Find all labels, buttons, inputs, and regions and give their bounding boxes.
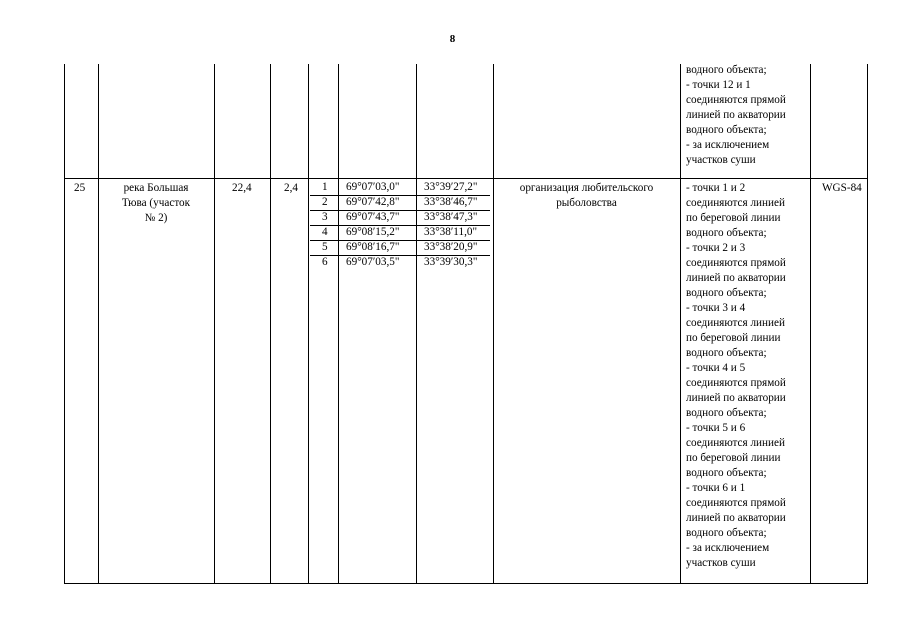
row-divider-top (64, 178, 867, 179)
latitude: 69°08′15,2" (346, 226, 400, 238)
note-line: по береговой линии (686, 452, 781, 464)
name-line: река Большая (123, 182, 189, 194)
name-line: № 2) (144, 212, 168, 224)
latitude: 69°08′16,7" (346, 241, 400, 253)
purpose (495, 181, 678, 211)
note-line: - точки 4 и 5 (686, 362, 746, 374)
note-line: соединяются прямой (686, 257, 786, 269)
note-line: соединяются линией (686, 317, 785, 329)
point-number: 5 (322, 241, 328, 253)
col-border-8 (680, 64, 681, 584)
note-line: водного объекта; (686, 64, 767, 76)
name-line: Тюва (участок (121, 197, 191, 209)
note-line: водного объекта; (686, 467, 767, 479)
point-number: 4 (322, 226, 328, 238)
note-line: - за исключением (686, 542, 770, 554)
note-line: по береговой линии (686, 332, 781, 344)
col-border-4 (308, 64, 309, 584)
note-line: соединяются линией (686, 437, 785, 449)
longitude: 33°39′27,2" (424, 181, 478, 193)
continuation-notes (686, 63, 786, 168)
value-1: 22,4 (232, 182, 252, 194)
note-line: соединяются линией (686, 197, 785, 209)
note-line: участков суши (686, 154, 756, 166)
note-line: соединяются прямой (686, 377, 786, 389)
note-line: соединяются прямой (686, 94, 786, 106)
note-line: линией по акватории (686, 512, 786, 524)
col-border-9 (810, 64, 811, 584)
note-line: водного объекта; (686, 527, 767, 539)
table-bottom-border (64, 583, 867, 584)
purpose-line: организация любительского (519, 182, 654, 194)
water-body-name (100, 181, 212, 226)
note-line: - точки 5 и 6 (686, 422, 746, 434)
note-line: по береговой линии (686, 212, 781, 224)
latitude: 69°07′03,0" (346, 181, 400, 193)
note-line: водного объекта; (686, 287, 767, 299)
page-number: 8 (449, 33, 456, 45)
note-line: водного объекта; (686, 347, 767, 359)
note-line: водного объекта; (686, 407, 767, 419)
coordinate-system: WGS-84 (822, 182, 862, 194)
col-border-7 (493, 64, 494, 584)
col-border-2 (214, 64, 215, 584)
note-line: - точки 3 и 4 (686, 302, 746, 314)
col-border-5 (338, 64, 339, 584)
longitude: 33°38′46,7" (424, 196, 478, 208)
col-border-1 (98, 64, 99, 584)
row-number: 25 (74, 182, 86, 194)
note-line: - точки 2 и 3 (686, 242, 746, 254)
col-border-10 (867, 64, 868, 584)
note-line: - за исключением (686, 139, 770, 151)
latitude: 69°07′43,7" (346, 211, 400, 223)
point-number: 1 (322, 181, 328, 193)
col-border-6 (416, 64, 417, 584)
value-2: 2,4 (284, 182, 298, 194)
note-line: линией по акватории (686, 272, 786, 284)
note-line: линией по акватории (686, 109, 786, 121)
note-line: линией по акватории (686, 392, 786, 404)
note-line: соединяются прямой (686, 497, 786, 509)
col-border-0 (64, 64, 65, 584)
longitude: 33°39′30,3" (424, 256, 478, 268)
note-line: водного объекта; (686, 227, 767, 239)
boundary-notes (686, 181, 786, 571)
col-border-3 (270, 64, 271, 584)
purpose-line: рыболовства (556, 197, 617, 209)
note-line: - точки 1 и 2 (686, 182, 746, 194)
longitude: 33°38′20,9" (424, 241, 478, 253)
point-number: 3 (322, 211, 328, 223)
latitude: 69°07′03,5" (346, 256, 400, 268)
note-line: участков суши (686, 557, 756, 569)
note-line: - точки 12 и 1 (686, 79, 751, 91)
note-line: - точки 6 и 1 (686, 482, 746, 494)
point-number: 2 (322, 196, 328, 208)
longitude: 33°38′11,0" (424, 226, 478, 238)
latitude: 69°07′42,8" (346, 196, 400, 208)
longitude: 33°38′47,3" (424, 211, 478, 223)
point-number: 6 (322, 256, 328, 268)
note-line: водного объекта; (686, 124, 767, 136)
